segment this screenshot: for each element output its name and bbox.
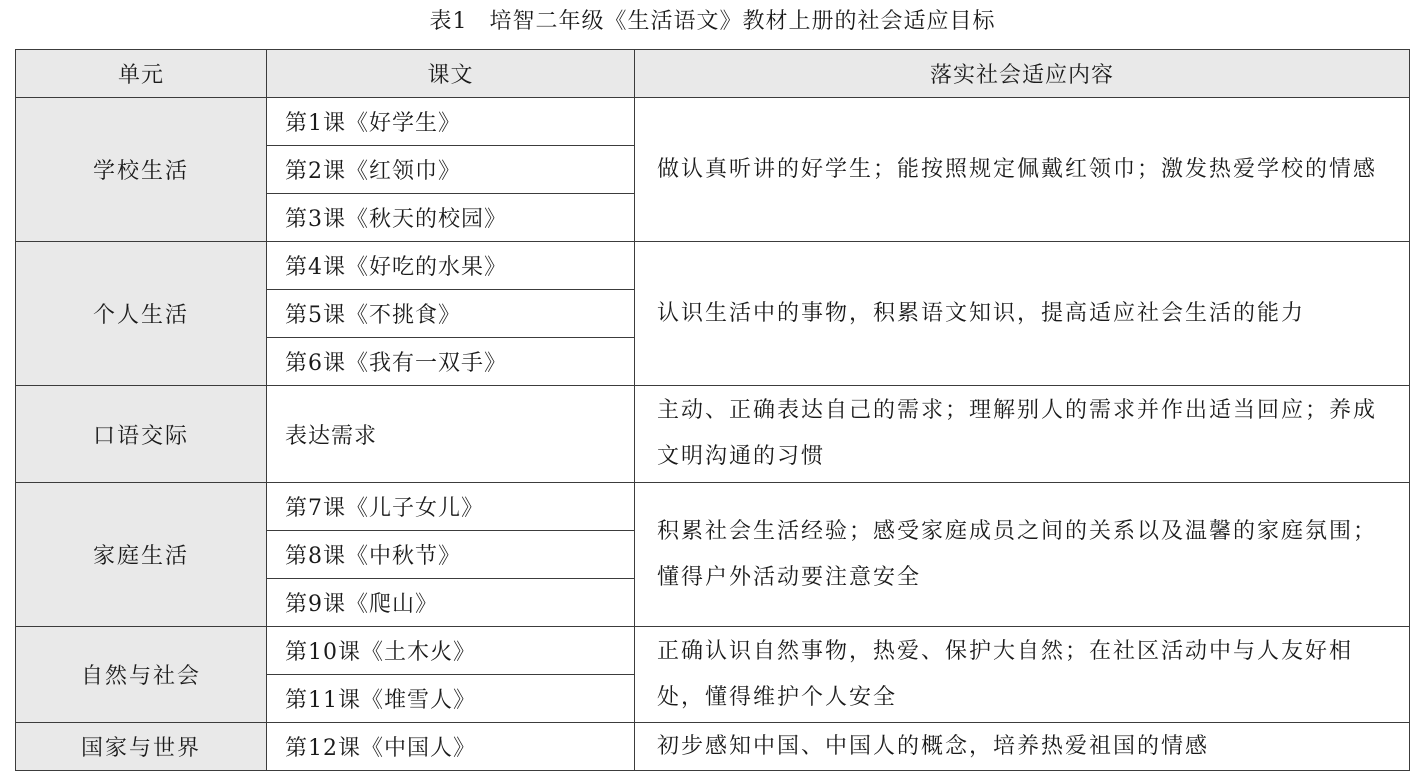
lesson-cell: 第1课《好学生》	[267, 98, 635, 146]
content-cell: 积累社会生活经验；感受家庭成员之间的关系以及温馨的家庭氛围；懂得户外活动要注意安全	[635, 483, 1410, 627]
unit-cell: 国家与世界	[16, 723, 267, 771]
lesson-cell: 第8课《中秋节》	[267, 531, 635, 579]
table-row	[16, 723, 1410, 771]
lesson-cell: 第12课《中国人》	[267, 723, 635, 771]
lesson-cell: 第10课《土木火》	[267, 627, 635, 675]
content-cell: 初步感知中国、中国人的概念，培养热爱祖国的情感	[635, 723, 1410, 771]
unit-cell: 口语交际	[16, 386, 267, 483]
lesson-cell: 第5课《不挑食》	[267, 290, 635, 338]
lesson-cell: 第9课《爬山》	[267, 579, 635, 627]
table-row	[16, 483, 1410, 531]
lesson-cell: 第11课《堆雪人》	[267, 675, 635, 723]
content-cell: 正确认识自然事物，热爱、保护大自然；在社区活动中与人友好相处，懂得维护个人安全	[635, 627, 1410, 723]
lesson-cell: 第6课《我有一双手》	[267, 338, 635, 386]
lesson-cell: 表达需求	[267, 386, 635, 483]
table-row	[16, 386, 1410, 483]
lesson-cell: 第7课《儿子女儿》	[267, 483, 635, 531]
header-unit: 单元	[16, 50, 267, 98]
table-caption	[0, 0, 1425, 46]
content-cell: 认识生活中的事物，积累语文知识，提高适应社会生活的能力	[635, 242, 1410, 386]
table-number: 表1	[429, 9, 468, 34]
unit-cell: 自然与社会	[16, 627, 267, 723]
social-adaptation-table	[15, 49, 1410, 771]
lesson-cell: 第4课《好吃的水果》	[267, 242, 635, 290]
unit-cell: 个人生活	[16, 242, 267, 386]
content-cell: 主动、正确表达自己的需求；理解别人的需求并作出适当回应；养成文明沟通的习惯	[635, 386, 1410, 483]
header-lesson: 课文	[267, 50, 635, 98]
table-row	[16, 242, 1410, 290]
unit-cell: 家庭生活	[16, 483, 267, 627]
table-row	[16, 627, 1410, 675]
table-row	[16, 98, 1410, 146]
table-title: 培智二年级《生活语文》教材上册的社会适应目标	[489, 9, 996, 34]
header-row	[16, 50, 1410, 98]
unit-cell: 学校生活	[16, 98, 267, 242]
lesson-cell: 第3课《秋天的校园》	[267, 194, 635, 242]
lesson-cell: 第2课《红领巾》	[267, 146, 635, 194]
header-content: 落实社会适应内容	[635, 50, 1410, 98]
content-cell: 做认真听讲的好学生；能按照规定佩戴红领巾；激发热爱学校的情感	[635, 98, 1410, 242]
